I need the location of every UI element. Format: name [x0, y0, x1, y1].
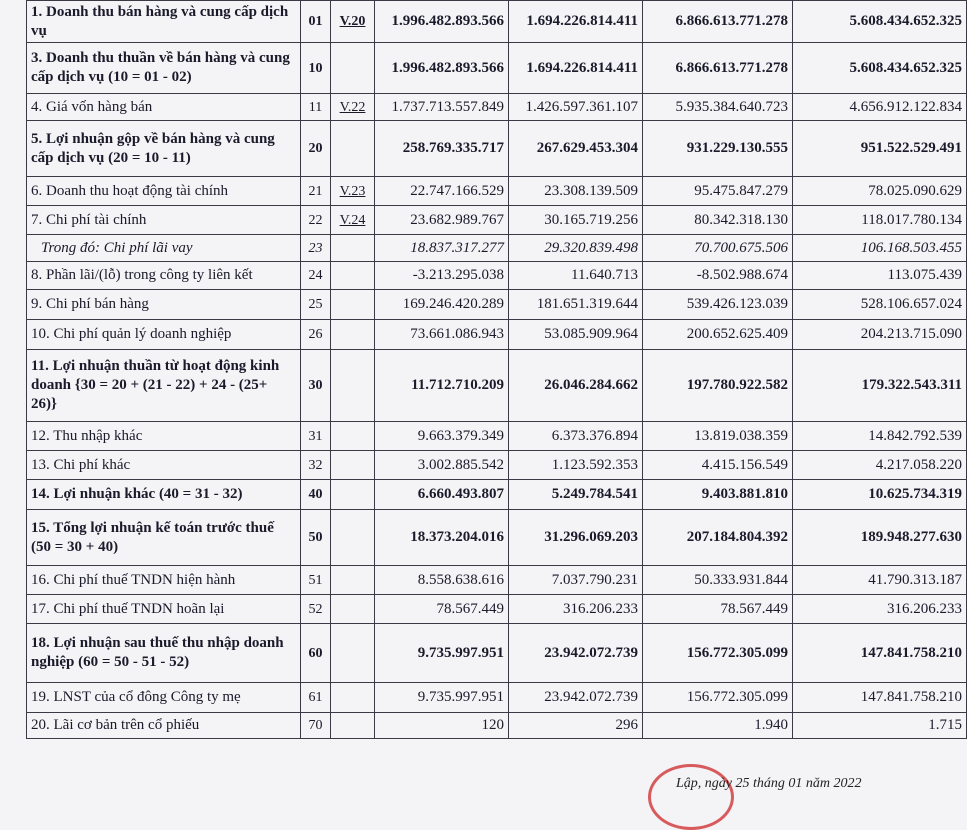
- table-row: [27, 451, 967, 480]
- row-label: 6. Doanh thu hoạt động tài chính: [27, 177, 301, 206]
- value-ytd-2021: 50.333.931.844: [643, 566, 793, 595]
- row-label: 8. Phần lãi/(lỗ) trong công ty liên kết: [27, 262, 301, 290]
- value-q4-2021: 6.660.493.807: [375, 480, 509, 510]
- value-q4-2021: 22.747.166.529: [375, 177, 509, 206]
- row-label: 16. Chi phí thuế TNDN hiện hành: [27, 566, 301, 595]
- value-q4-2020: 267.629.453.304: [509, 121, 643, 177]
- value-ytd-2021: 13.819.038.359: [643, 422, 793, 451]
- row-label: 19. LNST của cổ đông Công ty mẹ: [27, 683, 301, 713]
- row-note: [331, 350, 375, 422]
- value-ytd-2021: 200.652.625.409: [643, 320, 793, 350]
- table-row: [27, 177, 967, 206]
- table-row: [27, 422, 967, 451]
- row-note: V.23: [331, 177, 375, 206]
- value-ytd-2021: 197.780.922.582: [643, 350, 793, 422]
- value-q4-2021: 11.712.710.209: [375, 350, 509, 422]
- table-row: [27, 683, 967, 713]
- value-ytd-2020: 147.841.758.210: [793, 683, 967, 713]
- row-label: 17. Chi phí thuế TNDN hoãn lại: [27, 595, 301, 624]
- value-q4-2021: 23.682.989.767: [375, 206, 509, 235]
- row-note: V.24: [331, 206, 375, 235]
- row-note: [331, 683, 375, 713]
- table-row: [27, 94, 967, 121]
- row-code: 26: [301, 320, 331, 350]
- value-ytd-2020: 951.522.529.491: [793, 121, 967, 177]
- value-q4-2021: 169.246.420.289: [375, 290, 509, 320]
- row-code: 31: [301, 422, 331, 451]
- row-note: V.22: [331, 94, 375, 121]
- row-note: [331, 235, 375, 262]
- row-label: 5. Lợi nhuận gộp về bán hàng và cung cấp dịch vụ (20 = 10 - 11): [27, 121, 301, 177]
- row-note: [331, 43, 375, 94]
- row-code: 51: [301, 566, 331, 595]
- value-ytd-2020: 106.168.503.455: [793, 235, 967, 262]
- value-q4-2021: 1.737.713.557.849: [375, 94, 509, 121]
- row-note: [331, 121, 375, 177]
- value-q4-2021: 120: [375, 713, 509, 739]
- row-label: 11. Lợi nhuận thuần từ hoạt động kinh doanh {30 = 20 + (21 - 22) + 24 - (25+ 26)}: [27, 350, 301, 422]
- row-note: [331, 262, 375, 290]
- row-code: 23: [301, 235, 331, 262]
- value-q4-2021: 3.002.885.542: [375, 451, 509, 480]
- row-label: 14. Lợi nhuận khác (40 = 31 - 32): [27, 480, 301, 510]
- value-ytd-2020: 4.217.058.220: [793, 451, 967, 480]
- row-label: 15. Tổng lợi nhuận kế toán trước thuế (50 = 30 + 40): [27, 510, 301, 566]
- row-label: 3. Doanh thu thuần về bán hàng và cung cấp dịch vụ (10 = 01 - 02): [27, 43, 301, 94]
- table-row: [27, 350, 967, 422]
- row-note: [331, 451, 375, 480]
- table-row: [27, 235, 967, 262]
- row-note: [331, 320, 375, 350]
- value-q4-2020: 1.123.592.353: [509, 451, 643, 480]
- row-code: 10: [301, 43, 331, 94]
- row-label: 18. Lợi nhuận sau thuế thu nhập doanh nghiệp (60 = 50 - 51 - 52): [27, 624, 301, 683]
- table-body: [27, 1, 967, 739]
- value-q4-2021: 18.373.204.016: [375, 510, 509, 566]
- value-ytd-2020: 5.608.434.652.325: [793, 43, 967, 94]
- value-q4-2021: 18.837.317.277: [375, 235, 509, 262]
- value-q4-2020: 7.037.790.231: [509, 566, 643, 595]
- value-ytd-2020: 179.322.543.311: [793, 350, 967, 422]
- value-q4-2020: 53.085.909.964: [509, 320, 643, 350]
- row-label: 20. Lãi cơ bản trên cổ phiếu: [27, 713, 301, 739]
- value-ytd-2021: 156.772.305.099: [643, 624, 793, 683]
- row-label: 10. Chi phí quản lý doanh nghiệp: [27, 320, 301, 350]
- value-ytd-2020: 14.842.792.539: [793, 422, 967, 451]
- value-ytd-2021: 78.567.449: [643, 595, 793, 624]
- value-q4-2020: 31.296.069.203: [509, 510, 643, 566]
- row-note: [331, 566, 375, 595]
- value-ytd-2021: 6.866.613.771.278: [643, 43, 793, 94]
- value-ytd-2021: 95.475.847.279: [643, 177, 793, 206]
- table-row: [27, 510, 967, 566]
- value-q4-2020: 1.426.597.361.107: [509, 94, 643, 121]
- row-label: 1. Doanh thu bán hàng và cung cấp dịch vụ: [27, 1, 301, 43]
- value-ytd-2020: 113.075.439: [793, 262, 967, 290]
- row-note: [331, 510, 375, 566]
- value-ytd-2021: 80.342.318.130: [643, 206, 793, 235]
- row-note: [331, 624, 375, 683]
- table-row: [27, 290, 967, 320]
- row-note: [331, 480, 375, 510]
- value-q4-2020: 296: [509, 713, 643, 739]
- value-ytd-2021: 156.772.305.099: [643, 683, 793, 713]
- row-label: Trong đó: Chi phí lãi vay: [27, 235, 301, 262]
- value-q4-2020: 1.694.226.814.411: [509, 1, 643, 43]
- table-row: [27, 206, 967, 235]
- value-q4-2020: 1.694.226.814.411: [509, 43, 643, 94]
- row-code: 11: [301, 94, 331, 121]
- value-q4-2021: 258.769.335.717: [375, 121, 509, 177]
- value-ytd-2021: 70.700.675.506: [643, 235, 793, 262]
- value-ytd-2021: 9.403.881.810: [643, 480, 793, 510]
- row-code: 61: [301, 683, 331, 713]
- income-statement-table: [26, 0, 967, 739]
- table-row: [27, 480, 967, 510]
- row-code: 25: [301, 290, 331, 320]
- row-code: 52: [301, 595, 331, 624]
- value-ytd-2020: 528.106.657.024: [793, 290, 967, 320]
- signing-date: Lập, ngày 25 tháng 01 năm 2022: [676, 776, 862, 791]
- value-ytd-2020: 78.025.090.629: [793, 177, 967, 206]
- value-ytd-2020: 316.206.233: [793, 595, 967, 624]
- company-seal: [648, 764, 734, 830]
- value-ytd-2021: 207.184.804.392: [643, 510, 793, 566]
- table-row: [27, 262, 967, 290]
- row-label: 4. Giá vốn hàng bán: [27, 94, 301, 121]
- value-q4-2021: 78.567.449: [375, 595, 509, 624]
- row-code: 40: [301, 480, 331, 510]
- value-ytd-2021: 931.229.130.555: [643, 121, 793, 177]
- value-q4-2020: 23.942.072.739: [509, 683, 643, 713]
- value-ytd-2020: 147.841.758.210: [793, 624, 967, 683]
- value-ytd-2020: 189.948.277.630: [793, 510, 967, 566]
- row-note: V.20: [331, 1, 375, 43]
- row-code: 22: [301, 206, 331, 235]
- value-ytd-2021: -8.502.988.674: [643, 262, 793, 290]
- table-row: [27, 1, 967, 43]
- value-q4-2021: 9.735.997.951: [375, 683, 509, 713]
- value-q4-2021: 9.663.379.349: [375, 422, 509, 451]
- value-q4-2020: 181.651.319.644: [509, 290, 643, 320]
- table-row: [27, 121, 967, 177]
- value-ytd-2020: 1.715: [793, 713, 967, 739]
- value-ytd-2021: 4.415.156.549: [643, 451, 793, 480]
- value-q4-2021: 8.558.638.616: [375, 566, 509, 595]
- value-q4-2021: -3.213.295.038: [375, 262, 509, 290]
- value-ytd-2020: 118.017.780.134: [793, 206, 967, 235]
- row-code: 24: [301, 262, 331, 290]
- value-q4-2021: 73.661.086.943: [375, 320, 509, 350]
- value-q4-2020: 6.373.376.894: [509, 422, 643, 451]
- value-ytd-2020: 204.213.715.090: [793, 320, 967, 350]
- value-q4-2021: 1.996.482.893.566: [375, 1, 509, 43]
- value-q4-2020: 11.640.713: [509, 262, 643, 290]
- row-code: 50: [301, 510, 331, 566]
- row-note: [331, 713, 375, 739]
- value-q4-2020: 26.046.284.662: [509, 350, 643, 422]
- value-q4-2020: 316.206.233: [509, 595, 643, 624]
- value-ytd-2020: 5.608.434.652.325: [793, 1, 967, 43]
- table-row: [27, 43, 967, 94]
- value-ytd-2021: 539.426.123.039: [643, 290, 793, 320]
- value-ytd-2020: 10.625.734.319: [793, 480, 967, 510]
- row-code: 20: [301, 121, 331, 177]
- value-q4-2020: 23.942.072.739: [509, 624, 643, 683]
- row-code: 01: [301, 1, 331, 43]
- value-q4-2021: 9.735.997.951: [375, 624, 509, 683]
- value-ytd-2021: 6.866.613.771.278: [643, 1, 793, 43]
- value-ytd-2020: 41.790.313.187: [793, 566, 967, 595]
- table-row: [27, 624, 967, 683]
- row-code: 32: [301, 451, 331, 480]
- table-row: [27, 595, 967, 624]
- value-q4-2020: 30.165.719.256: [509, 206, 643, 235]
- row-label: 7. Chi phí tài chính: [27, 206, 301, 235]
- row-code: 30: [301, 350, 331, 422]
- table-row: [27, 713, 967, 739]
- row-note: [331, 595, 375, 624]
- value-q4-2020: 23.308.139.509: [509, 177, 643, 206]
- table-row: [27, 566, 967, 595]
- row-code: 60: [301, 624, 331, 683]
- value-q4-2021: 1.996.482.893.566: [375, 43, 509, 94]
- value-ytd-2021: 1.940: [643, 713, 793, 739]
- value-q4-2020: 5.249.784.541: [509, 480, 643, 510]
- row-note: [331, 290, 375, 320]
- value-ytd-2020: 4.656.912.122.834: [793, 94, 967, 121]
- row-label: 12. Thu nhập khác: [27, 422, 301, 451]
- row-code: 70: [301, 713, 331, 739]
- value-ytd-2021: 5.935.384.640.723: [643, 94, 793, 121]
- value-q4-2020: 29.320.839.498: [509, 235, 643, 262]
- row-code: 21: [301, 177, 331, 206]
- row-label: 9. Chi phí bán hàng: [27, 290, 301, 320]
- table-row: [27, 320, 967, 350]
- row-note: [331, 422, 375, 451]
- row-label: 13. Chi phí khác: [27, 451, 301, 480]
